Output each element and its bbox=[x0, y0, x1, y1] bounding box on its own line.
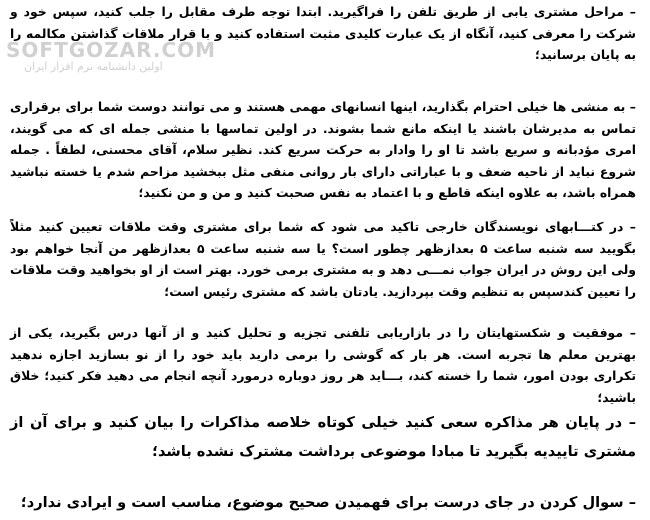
paragraph-analyze-success-failure: – موفقیت و شکستهایتان را در بازاریابی تلفنی تجزیه و تحلیل کنید و از آنها درس بگیرید، یکی از بهترین معلم ها تجربه است. هر بار که گوشی را برمی دارید باید خود را از نو بسازید اجازه ندهید تکراری بودن امور، شما را خسته کند، بـــاید هر روز دوباره درمورد آنچه انجام می دهید فکر کنید؛ خلاق باشید؛ bbox=[10, 325, 636, 405]
paragraph-phone-prospecting-steps: – مراحل مشتری یابی از طریق تلفن را فراگیرید. ابتدا توجه طرف مقابل را جلب کنید، سپس خود و شرکت را معرفی کنید، آنگاه از یک عبارت کلیدی مثبت استفاده کنید و با قرار ملاقات گذاشتن مکالمه را به پایان برسانید؛ bbox=[10, 4, 636, 62]
paragraph-respect-secretaries: – به منشی ها خیلی احترام بگذارید، اینها انسانهای مهمی هستند و می توانند دوست شما برای برقراری تماس به مدیرشان باشند یا اینکه مانع شما بشوند. در اولین تماسها با منشی جمله ای که می گویند، امری مؤدبانه و سریع باشد تا او را وادار به حرکت سریع کند. نظیر سلام، آقای محسنی، لطفاً . جمله شروع نباید از ناحیه ضعف و با عباراتی دارای بار روانی منفی مثل ببخشید مزاحم شدم یا خسته نباشید همراه باشد، به علاوه اینکه قاطع و با اعتماد به نفس صحبت کنید و من و من نکنید؛ bbox=[10, 99, 636, 200]
paragraph-foreign-authors-appointments: – در کتـــابهای نویسندگان خارجی تاکید می شود که شما برای مشتری وقت ملاقات تعیین کنید مثلاً بگویید سه شنبه ساعت ۵ بعدازظهر چطور است؟ یا سه شنبه ساعت ۵ بعدازظهر من آنجا خواهم بود ولی این روش در ایران جواب نمـــی دهد و به مشتری برمی خورد. بهتر است از او بخواهید وقت ملاقات را تعیین کندسپس به تنظیم وقت بپردازید. یادتان باشد که مشتری رئیس است؛ bbox=[10, 219, 636, 299]
paragraph-summarize-negotiation: – در پایان هر مذاکره سعی کنید خیلی کوتاه خلاصه مذاکرات را بیان کنید و برای آن از مشتری تاییدیه بگیرید تا مبادا موضوعی برداشت مشترک نشده باشد؛ bbox=[10, 414, 636, 460]
watermark-tagline: اولین دانشنامه نرم افزار ایران bbox=[24, 60, 163, 73]
watermark-brand: SOFTGOZAR.COM bbox=[6, 38, 217, 62]
paragraph-ask-questions: – سوال کردن در جای درست برای فهمیدن صحیح موضوع، مناسب است و ایرادی ندارد؛ bbox=[20, 494, 636, 511]
